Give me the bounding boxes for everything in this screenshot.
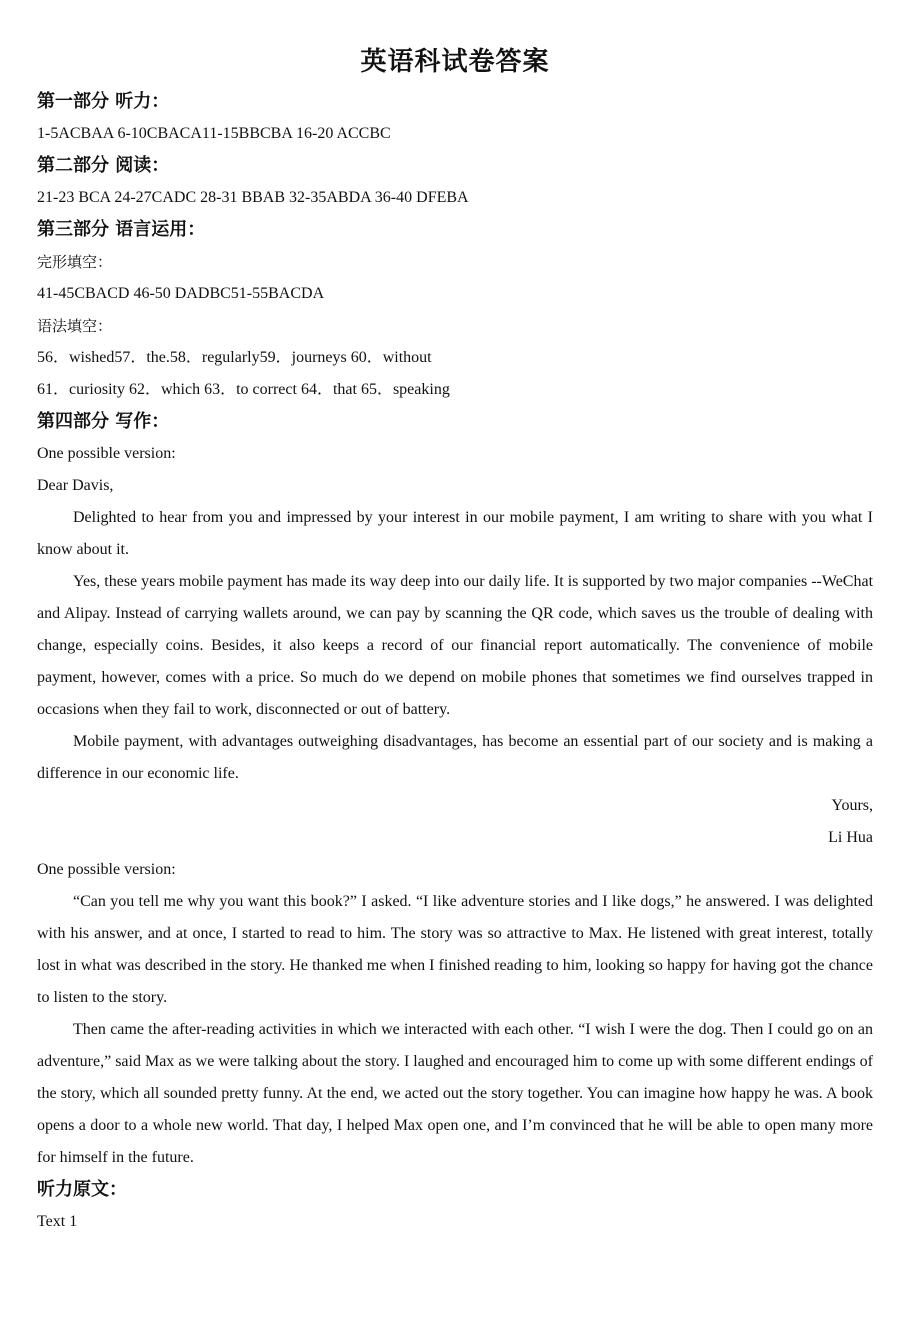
letter-signature: Li Hua — [828, 829, 873, 846]
part2-answers: 21-23 BCA 24-27CADC 28-31 BBAB 32-35ABDA 36-40 DFEBA — [37, 189, 469, 206]
letter-intro: One possible version: — [37, 445, 176, 462]
story-paragraph: “Can you tell me why you want this book?” I asked. “I like adventure stories and I like dogs,” he answered. I was delighted with his answer, and at once, I started to read to him. The story was so attractive to Max. He listened with great interest, totally lost in what was described in the story. He thanked me when I finished reading to him, looking so happy for having got the chance to listen to the story. — [37, 893, 873, 1006]
letter-greeting: Dear Davis, — [37, 477, 114, 494]
cloze-label: 完形填空： — [37, 253, 113, 271]
grammar-fill-answers-line-1: 56．wished57．the.58．regularly59．journeys 60．without — [37, 349, 432, 366]
page-title: 英语科试卷答案 — [360, 47, 550, 77]
cloze-answers: 41-45CBACD 46-50 DADBC51-55BACDA — [37, 285, 325, 302]
letter-paragraph: Mobile payment, with advantages outweighing disadvantages, has become an essential part of our society and is making a difference in our economic life. — [37, 733, 873, 782]
letter-paragraph: Delighted to hear from you and impressed by your interest in our mobile payment, I am writing to share with you what I know about it. — [37, 509, 873, 558]
story-paragraph: Then came the after-reading activities in which we interacted with each other. “I wish I were the dog. Then I could go on an adventure,” said Max as we were talking about the story. I laughed and encouraged him to come up with some different endings of the story, which all sounded pretty funny. At the end, we acted out the story together. You can imagine how happy he was. A book opens a door to a whole new world. That day, I helped Max open one, and I’m convinced that he will be able to open many more for himself in the future. — [37, 1021, 873, 1166]
listening-script-heading: 听力原文： — [37, 1179, 127, 1200]
part4-heading: 第四部分 写作： — [37, 411, 170, 432]
answer-sheet — [37, 40, 873, 1238]
grammar-fill-answers-line-2: 61．curiosity 62．which 63．to correct 64．that 65．speaking — [37, 381, 450, 398]
part3-heading: 第三部分 语言运用： — [37, 219, 206, 240]
letter-paragraph: Yes, these years mobile payment has made its way deep into our daily life. It is supported by two major companies --WeChat and Alipay. Instead of carrying wallets around, we can pay by scanning the QR code, which saves us the trouble of dealing with change, especially coins. Besides, it also keeps a record of our financial report automatically. The convenience of mobile payment, however, comes with a price. So much do we depend on mobile phones that sometimes we find ourselves trapped in occasions when they fail to work, disconnected or out of battery. — [37, 573, 874, 718]
grammar-fill-label: 语法填空： — [37, 317, 113, 335]
part1-answers: 1-5ACBAA 6-10CBACA11-15BBCBA 16-20 ACCBC — [37, 125, 391, 142]
listening-text-label: Text 1 — [37, 1213, 78, 1230]
part2-heading: 第二部分 阅读： — [37, 155, 170, 176]
letter-closing: Yours, — [831, 797, 873, 814]
story-intro: One possible version: — [37, 861, 176, 878]
part1-heading: 第一部分 听力： — [37, 91, 170, 112]
